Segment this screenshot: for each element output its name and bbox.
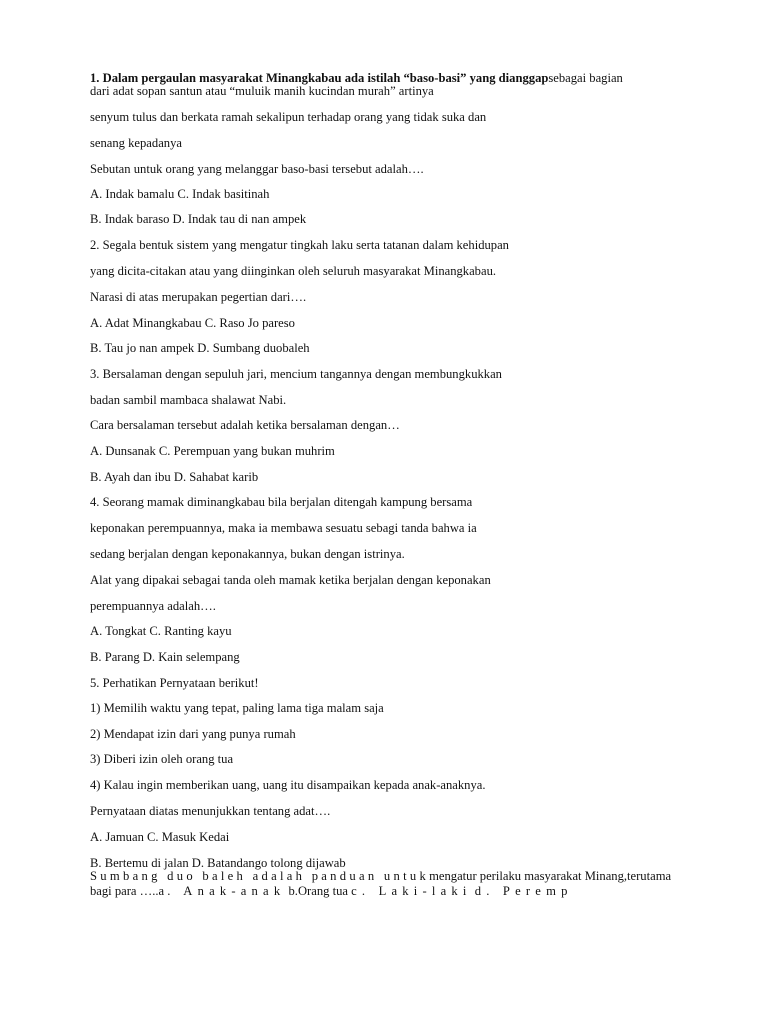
q1-heading-bold: 1. Dalam pergaulan masyarakat Minangkabau ada istilah “baso-basi” yang dianggap	[90, 71, 549, 85]
q6-line-1-rest: mengatur perilaku masyarakat Minang,terutama	[429, 869, 672, 883]
q6-line-1-spaced: Sumbang duo baleh adalah panduan untuk	[90, 869, 430, 883]
q6-line-2-a: bagi para …..a	[90, 884, 165, 898]
q1-line-2: dari adat sopan santun atau “muluik manih kucindan murah” artinya	[90, 84, 434, 98]
q2-option-bd: B. Tau jo nan ampek D. Sumbang duobaleh	[90, 341, 310, 355]
q4-line-1: 4. Seorang mamak diminangkabau bila berjalan ditengah kampung bersama	[90, 495, 473, 509]
q1-option-bd: B. Indak baraso D. Indak tau di nan ampek	[90, 212, 307, 226]
q4-line-4: Alat yang dipakai sebagai tanda oleh mamak ketika berjalan dengan keponakan	[90, 573, 491, 587]
q4-line-3: sedang berjalan dengan keponakannya, bukan dengan istrinya.	[90, 547, 405, 561]
q6-line-2	[90, 884, 573, 899]
q5-question: Pernyataan diatas menunjukkan tentang adat….	[90, 804, 331, 818]
q5-line-1: 5. Perhatikan Pernyataan berikut!	[90, 676, 259, 690]
q1-option-ac: A. Indak bamalu C. Indak basitinah	[90, 187, 270, 201]
q3-line-1: 3. Bersalaman dengan sepuluh jari, mencium tangannya dengan membungkukkan	[90, 367, 502, 381]
q5-option-bd: B. Bertemu di jalan D. Batandango tolong dijawab	[90, 856, 346, 870]
q5-option-ac: A. Jamuan C. Masuk Kedai	[90, 830, 230, 844]
q4-option-ac: A. Tongkat C. Ranting kayu	[90, 624, 232, 638]
q6-option-b: b.Orang tua	[288, 884, 348, 898]
q3-option-bd: B. Ayah dan ibu D. Sahabat karib	[90, 470, 259, 484]
q1-line-3: senyum tulus dan berkata ramah sekalipun terhadap orang yang tidak suka dan	[90, 110, 487, 124]
q2-line-2: yang dicita-citakan atau yang diinginkan oleh seluruh masyarakat Minangkabau.	[90, 264, 497, 278]
q1-heading-rest: sebagai bagian	[548, 71, 623, 85]
q5-item-2: 2) Mendapat izin dari yang punya rumah	[90, 727, 296, 741]
q1-line-4: senang kepadanya	[90, 136, 182, 150]
q4-line-2: keponakan perempuannya, maka ia membawa sesuatu sebagi tanda bahwa ia	[90, 521, 477, 535]
q5-item-4: 4) Kalau ingin memberikan uang, uang itu disampaikan kepada anak-anaknya.	[90, 778, 486, 792]
q2-question: Narasi di atas merupakan pegertian dari….	[90, 290, 307, 304]
q6-option-d: d. Peremp	[474, 884, 573, 898]
q3-question: Cara bersalaman tersebut adalah ketika bersalaman dengan…	[90, 418, 400, 432]
q6-line-1	[90, 869, 671, 884]
q2-option-ac: A. Adat Minangkabau C. Raso Jo pareso	[90, 316, 295, 330]
q5-item-3: 3) Diberi izin oleh orang tua	[90, 752, 234, 766]
q4-option-bd: B. Parang D. Kain selempang	[90, 650, 240, 664]
q4-line-5: perempuannya adalah….	[90, 599, 216, 613]
q5-item-1: 1) Memilih waktu yang tepat, paling lama tiga malam saja	[90, 701, 384, 715]
q3-option-ac: A. Dunsanak C. Perempuan yang bukan muhrim	[90, 444, 335, 458]
q6-option-a: . Anak-anak	[167, 884, 286, 898]
q2-line-1: 2. Segala bentuk sistem yang mengatur tingkah laku serta tatanan dalam kehidupan	[90, 238, 509, 252]
q3-line-2: badan sambil mambaca shalawat Nabi.	[90, 393, 287, 407]
q6-option-c: c. Laki-laki	[351, 884, 472, 898]
q1-question: Sebutan untuk orang yang melanggar baso-basi tersebut adalah….	[90, 162, 424, 176]
